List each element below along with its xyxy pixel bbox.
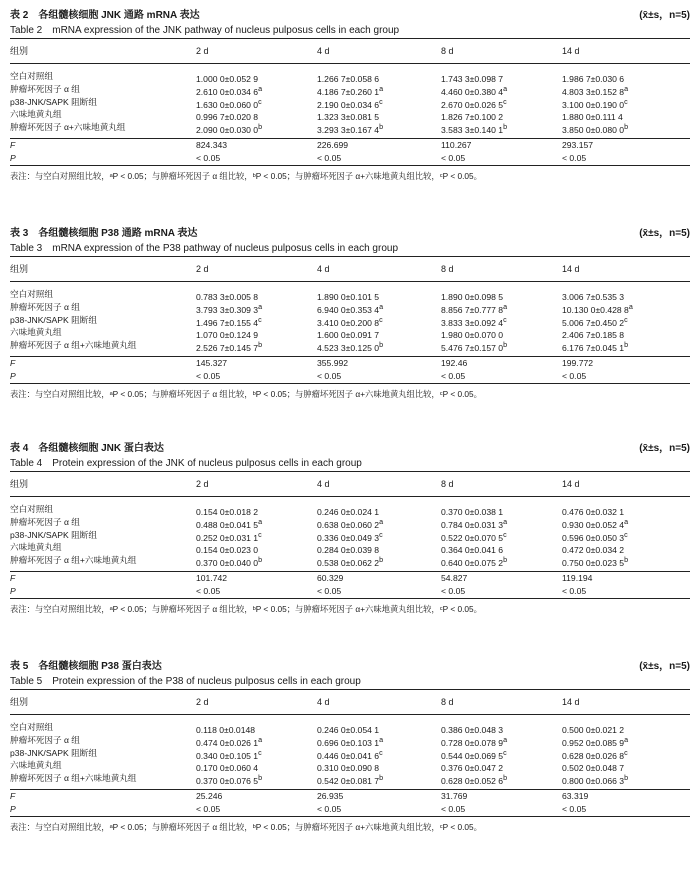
cell-value: 0.952 0±0.085 9 (562, 737, 625, 748)
stat-value: < 0.05 (317, 370, 342, 381)
significance-marker: a (379, 517, 384, 526)
column-header: 2 d (196, 264, 209, 274)
cell-value: 2.610 0±0.034 6 (196, 86, 259, 97)
cell-value: 0.284 0±0.039 8 (317, 545, 380, 556)
significance-marker: a (503, 517, 508, 526)
significance-marker: b (624, 556, 629, 565)
cell-value: 2.406 7±0.185 8 (562, 330, 625, 341)
table-title-en: Table 4 Protein expression of the JNK of nucleus pulposus cells in each group (10, 458, 362, 469)
cell-value: 0.154 0±0.023 0 (196, 545, 259, 556)
significance-marker: a (624, 735, 629, 744)
cell-value: 0.640 0±0.075 2 (441, 558, 504, 569)
table-title-zh: 表 4 各组髓核细胞 JNK 蛋白表达 (10, 443, 164, 454)
significance-marker: b (258, 341, 263, 350)
table-row (10, 339, 690, 352)
table-row (10, 529, 690, 542)
stat-value: 226.699 (317, 139, 349, 150)
cell-value: 1.323 3±0.081 5 (317, 112, 380, 123)
stat-value: 63.319 (562, 790, 589, 801)
table-stat-notation: (x̄±s，n=5) (639, 228, 690, 239)
column-header: 组别 (10, 264, 29, 274)
stat-value: 25.246 (196, 790, 223, 801)
stat-label: F (10, 139, 16, 150)
cell-value: 6.176 7±0.045 1 (562, 343, 625, 354)
significance-marker: c (258, 315, 262, 324)
cell-value: 1.826 7±0.100 2 (441, 112, 504, 123)
stat-value: 192.46 (441, 357, 468, 368)
cell-value: 4.186 7±0.260 1 (317, 86, 380, 97)
stat-label: P (10, 803, 16, 814)
cell-value: 2.090 0±0.030 0 (196, 125, 259, 136)
table-title-zh: 表 5 各组髓核细胞 P38 蛋白表达 (10, 661, 162, 672)
table-header-row (10, 472, 690, 496)
stat-value: < 0.05 (441, 803, 466, 814)
cell-value: 1.880 0±0.111 4 (562, 112, 623, 123)
significance-marker: a (258, 84, 263, 93)
group-name: 肿瘤坏死因子 α+六味地黄丸组 (10, 122, 126, 133)
table-title-zh: 表 3 各组髓核细胞 P38 通路 mRNA 表达 (10, 228, 198, 239)
group-name: 肿瘤坏死因子 α 组 (10, 83, 80, 94)
cell-value: 0.502 0±0.048 7 (562, 763, 625, 774)
table-caption-en (10, 23, 690, 38)
cell-value: 5.006 7±0.450 2 (562, 317, 625, 328)
table-caption-zh (10, 659, 690, 674)
table-caption-zh (10, 441, 690, 456)
table-footnote: 表注：与空白对照组比较，ᵃP < 0.05；与肿瘤坏死因子 α 组比较，ᵇP < 0.05；与肿瘤坏死因子 α+六味地黄丸组比较，ᶜP < 0.05。 (10, 603, 482, 614)
stat-row-p (10, 370, 690, 383)
cell-value: 1.496 7±0.155 4 (196, 317, 259, 328)
cell-value: 8.856 7±0.777 8 (441, 304, 504, 315)
stat-value: 119.194 (562, 572, 593, 583)
significance-marker: b (503, 341, 508, 350)
stat-value: 145.327 (196, 357, 228, 368)
cell-value: 1.890 0±0.098 5 (441, 291, 504, 302)
significance-marker: a (379, 302, 384, 311)
cell-value: 0.488 0±0.041 5 (196, 519, 259, 530)
stat-row-f (10, 139, 690, 152)
significance-marker: b (379, 774, 384, 783)
value-cell (562, 554, 628, 570)
data-table (10, 659, 690, 837)
column-header: 组别 (10, 479, 29, 489)
value-cell (317, 121, 383, 137)
stat-row-p (10, 803, 690, 816)
significance-marker: a (624, 517, 629, 526)
group-name: 肿瘤坏死因子 α 组+六味地黄丸组 (10, 555, 137, 566)
column-header: 4 d (317, 479, 330, 489)
cell-value: 3.833 3±0.092 4 (441, 317, 504, 328)
column-header: 2 d (196, 46, 209, 56)
table-row (10, 70, 690, 83)
group-name: p38-JNK/SAPK 阻断组 (10, 96, 97, 107)
cell-value: 0.542 0±0.081 7 (317, 776, 380, 787)
stat-value: < 0.05 (317, 152, 342, 163)
cell-value: 0.340 0±0.105 1 (196, 750, 259, 761)
group-name: 空白对照组 (10, 289, 53, 299)
value-cell (196, 121, 262, 137)
table-caption-en (10, 674, 690, 689)
value-cell (317, 554, 383, 570)
significance-marker: c (503, 530, 507, 539)
significance-marker: c (379, 97, 383, 106)
cell-value: 0.800 0±0.066 3 (562, 776, 625, 787)
group-name: 肿瘤坏死因子 α 组 (10, 301, 80, 312)
value-cell (441, 554, 507, 570)
cell-value: 0.370 0±0.076 5 (196, 776, 259, 787)
table-row (10, 326, 690, 339)
cell-value: 0.386 0±0.048 3 (441, 724, 504, 735)
stat-value: 293.157 (562, 139, 594, 150)
cell-value: 0.154 0±0.018 2 (196, 506, 259, 517)
cell-value: 0.252 0±0.031 1 (196, 532, 259, 543)
value-cell (196, 339, 262, 355)
significance-marker: c (624, 97, 628, 106)
table-caption-zh (10, 226, 690, 241)
group-name: 六味地黄丸组 (10, 109, 62, 120)
significance-marker: b (624, 774, 629, 783)
cell-value: 1.070 0±0.124 9 (196, 330, 259, 341)
table-header-row (10, 39, 690, 63)
column-header: 14 d (562, 46, 580, 56)
cell-value: 0.750 0±0.023 5 (562, 558, 625, 569)
table-title-en: Table 5 Protein expression of the P38 of nucleus pulposus cells in each group (10, 676, 361, 687)
cell-value: 1.986 7±0.030 6 (562, 73, 625, 84)
table-row (10, 516, 690, 529)
table-row (10, 314, 690, 327)
cell-value: 0.728 0±0.078 9 (441, 737, 504, 748)
table-row (10, 734, 690, 747)
cell-value: 0.696 0±0.103 1 (317, 737, 380, 748)
stat-label: P (10, 585, 16, 596)
data-table (10, 8, 690, 186)
cell-value: 0.784 0±0.031 3 (441, 519, 504, 530)
group-name: 肿瘤坏死因子 α 组+六味地黄丸组 (10, 340, 137, 351)
data-table (10, 441, 690, 619)
table-header-row (10, 690, 690, 714)
column-header: 14 d (562, 479, 580, 489)
group-name: 肿瘤坏死因子 α 组 (10, 734, 80, 745)
group-name: 空白对照组 (10, 722, 53, 732)
cell-value: 0.996 7±0.020 8 (196, 112, 259, 123)
stat-label: F (10, 357, 16, 368)
table-caption-en (10, 241, 690, 256)
column-header: 14 d (562, 264, 580, 274)
significance-marker: a (258, 517, 263, 526)
significance-marker: c (503, 315, 507, 324)
group-name: p38-JNK/SAPK 阻断组 (10, 747, 97, 758)
cell-value: 0.930 0±0.052 4 (562, 519, 625, 530)
stat-value: 824.343 (196, 139, 228, 150)
stat-value: < 0.05 (441, 585, 466, 596)
stat-value: 54.827 (441, 572, 468, 583)
cell-value: 0.474 0±0.026 1 (196, 737, 259, 748)
column-header: 8 d (441, 697, 454, 707)
stat-value: < 0.05 (562, 152, 587, 163)
stat-value: < 0.05 (196, 152, 221, 163)
table-row (10, 301, 690, 314)
table-title-en: Table 3 mRNA expression of the P38 pathway of nucleus pulposus cells in each group (10, 243, 399, 254)
significance-marker: a (379, 84, 384, 93)
group-name: 六味地黄丸组 (10, 760, 62, 771)
table-row (10, 96, 690, 109)
value-cell (441, 772, 507, 788)
cell-value: 0.370 0±0.040 0 (196, 558, 259, 569)
group-name: 空白对照组 (10, 504, 53, 514)
column-header: 组别 (10, 46, 29, 56)
cell-value: 0.118 0±0.0148 (196, 724, 256, 735)
value-cell (317, 772, 383, 788)
significance-marker: c (258, 748, 262, 757)
stat-value: < 0.05 (196, 803, 221, 814)
cell-value: 0.170 0±0.060 4 (196, 763, 259, 774)
stat-value: < 0.05 (196, 585, 221, 596)
cell-value: 3.006 7±0.535 3 (562, 291, 625, 302)
stat-value: 355.992 (317, 357, 349, 368)
significance-marker: c (379, 530, 383, 539)
cell-value: 0.472 0±0.034 2 (562, 545, 625, 556)
table-caption-zh (10, 8, 690, 23)
significance-marker: b (624, 341, 629, 350)
significance-marker: b (258, 123, 263, 132)
table-row (10, 83, 690, 96)
cell-value: 0.628 0±0.052 6 (441, 776, 504, 787)
table-row (10, 759, 690, 772)
significance-marker: a (258, 735, 263, 744)
table-stat-notation: (x̄±s，n=5) (639, 661, 690, 672)
cell-value: 5.476 7±0.157 0 (441, 343, 504, 354)
cell-value: 0.500 0±0.021 2 (562, 724, 625, 735)
stat-row-p (10, 585, 690, 598)
table-row (10, 747, 690, 760)
stat-value: 31.769 (441, 790, 468, 801)
value-cell (562, 121, 628, 137)
group-name: 肿瘤坏死因子 α 组 (10, 516, 80, 527)
table-row (10, 721, 690, 734)
cell-value: 0.246 0±0.024 1 (317, 506, 380, 517)
significance-marker: c (624, 315, 628, 324)
stat-value: 60.329 (317, 572, 344, 583)
table-footnote: 表注：与空白对照组比较，ᵃP < 0.05；与肿瘤坏死因子 α 组比较，ᵇP < 0.05；与肿瘤坏死因子 α+六味地黄丸组比较，ᶜP < 0.05。 (10, 170, 482, 181)
stat-value: < 0.05 (562, 585, 587, 596)
stat-label: F (10, 790, 16, 801)
cell-value: 10.130 0±0.428 8 (562, 304, 629, 315)
significance-marker: a (258, 302, 263, 311)
data-table (10, 226, 690, 404)
significance-marker: c (379, 315, 383, 324)
value-cell (562, 772, 628, 788)
cell-value: 3.850 0±0.080 0 (562, 125, 625, 136)
cell-value: 1.980 0±0.070 0 (441, 330, 504, 341)
column-header: 组别 (10, 697, 29, 707)
column-header: 4 d (317, 697, 330, 707)
group-name: 肿瘤坏死因子 α 组+六味地黄丸组 (10, 773, 137, 784)
stat-value: 26.935 (317, 790, 344, 801)
group-name: p38-JNK/SAPK 阻断组 (10, 314, 97, 325)
column-header: 8 d (441, 479, 454, 489)
table-row (10, 554, 690, 567)
stat-value: < 0.05 (317, 803, 342, 814)
stat-value: 199.772 (562, 357, 594, 368)
table-footnote: 表注：与空白对照组比较，ᵃP < 0.05；与肿瘤坏死因子 α 组比较，ᵇP < 0.05；与肿瘤坏死因子 α+六味地黄丸组比较，ᶜP < 0.05。 (10, 821, 482, 832)
column-header: 8 d (441, 46, 454, 56)
cell-value: 0.596 0±0.050 3 (562, 532, 625, 543)
column-header: 4 d (317, 46, 330, 56)
significance-marker: c (624, 530, 628, 539)
value-cell (441, 339, 507, 355)
cell-value: 0.310 0±0.090 8 (317, 763, 380, 774)
cell-value: 0.783 3±0.005 8 (196, 291, 259, 302)
stat-row-p (10, 152, 690, 165)
cell-value: 6.940 0±0.353 4 (317, 304, 380, 315)
stat-value: < 0.05 (441, 152, 466, 163)
table-caption-en (10, 456, 690, 471)
stat-value: < 0.05 (562, 803, 587, 814)
table-header-row (10, 257, 690, 281)
table-stat-notation: (x̄±s，n=5) (639, 443, 690, 454)
cell-value: 1.266 7±0.058 6 (317, 73, 380, 84)
stat-value: < 0.05 (317, 585, 342, 596)
column-header: 2 d (196, 479, 209, 489)
stat-value: < 0.05 (196, 370, 221, 381)
stat-value: < 0.05 (441, 370, 466, 381)
table-row (10, 121, 690, 134)
table-row (10, 108, 690, 121)
column-header: 2 d (196, 697, 209, 707)
cell-value: 1.630 0±0.060 0 (196, 99, 259, 110)
cell-value: 3.293 3±0.167 4 (317, 125, 380, 136)
table-row (10, 288, 690, 301)
significance-marker: a (503, 302, 508, 311)
value-cell (196, 772, 262, 788)
cell-value: 0.376 0±0.047 2 (441, 763, 504, 774)
significance-marker: b (503, 556, 508, 565)
significance-marker: b (258, 774, 263, 783)
significance-marker: c (258, 97, 262, 106)
cell-value: 1.600 0±0.091 7 (317, 330, 380, 341)
cell-value: 0.246 0±0.054 1 (317, 724, 380, 735)
significance-marker: b (624, 123, 629, 132)
stat-row-f (10, 357, 690, 370)
cell-value: 1.000 0±0.052 9 (196, 73, 259, 84)
significance-marker: c (258, 530, 262, 539)
stat-label: P (10, 152, 16, 163)
cell-value: 0.370 0±0.038 1 (441, 506, 504, 517)
significance-marker: b (258, 556, 263, 565)
cell-value: 2.190 0±0.034 6 (317, 99, 380, 110)
significance-marker: b (379, 341, 384, 350)
significance-marker: b (503, 123, 508, 132)
table-stat-notation: (x̄±s，n=5) (639, 10, 690, 21)
cell-value: 2.670 0±0.026 5 (441, 99, 504, 110)
column-header: 8 d (441, 264, 454, 274)
cell-value: 0.446 0±0.041 6 (317, 750, 380, 761)
cell-value: 4.460 0±0.380 4 (441, 86, 504, 97)
stat-row-f (10, 572, 690, 585)
table-row (10, 541, 690, 554)
value-cell (317, 339, 383, 355)
cell-value: 0.628 0±0.026 8 (562, 750, 625, 761)
significance-marker: a (628, 302, 633, 311)
stat-value: 110.267 (441, 139, 472, 150)
cell-value: 3.583 3±0.140 1 (441, 125, 504, 136)
cell-value: 0.522 0±0.070 5 (441, 532, 504, 543)
cell-value: 0.638 0±0.060 2 (317, 519, 380, 530)
significance-marker: b (379, 123, 384, 132)
value-cell (562, 339, 628, 355)
cell-value: 0.336 0±0.049 3 (317, 532, 380, 543)
significance-marker: a (503, 84, 508, 93)
table-title-zh: 表 2 各组髓核细胞 JNK 通路 mRNA 表达 (10, 10, 200, 21)
stat-label: F (10, 572, 16, 583)
cell-value: 2.526 7±0.145 7 (196, 343, 259, 354)
significance-marker: a (624, 84, 629, 93)
group-name: p38-JNK/SAPK 阻断组 (10, 529, 97, 540)
significance-marker: c (379, 748, 383, 757)
cell-value: 0.544 0±0.069 5 (441, 750, 504, 761)
cell-value: 3.793 3±0.309 3 (196, 304, 259, 315)
value-cell (196, 554, 262, 570)
cell-value: 3.100 0±0.190 0 (562, 99, 625, 110)
group-name: 六味地黄丸组 (10, 327, 62, 338)
cell-value: 0.538 0±0.062 2 (317, 558, 380, 569)
cell-value: 4.803 3±0.152 8 (562, 86, 625, 97)
stat-row-f (10, 790, 690, 803)
table-row (10, 772, 690, 785)
cell-value: 1.890 0±0.101 5 (317, 291, 380, 302)
significance-marker: a (379, 735, 384, 744)
stat-value: < 0.05 (562, 370, 587, 381)
group-name: 空白对照组 (10, 71, 53, 81)
significance-marker: b (379, 556, 384, 565)
cell-value: 1.743 3±0.098 7 (441, 73, 504, 84)
table-title-en: Table 2 mRNA expression of the JNK pathway of nucleus pulposus cells in each group (10, 25, 400, 36)
table-row (10, 503, 690, 516)
column-header: 14 d (562, 697, 580, 707)
significance-marker: a (503, 735, 508, 744)
value-cell (441, 121, 507, 137)
group-name: 六味地黄丸组 (10, 542, 62, 553)
cell-value: 0.364 0±0.041 6 (441, 545, 504, 556)
significance-marker: b (503, 774, 508, 783)
cell-value: 3.410 0±0.200 8 (317, 317, 380, 328)
stat-value: 101.742 (196, 572, 228, 583)
significance-marker: c (624, 748, 628, 757)
cell-value: 0.476 0±0.032 1 (562, 506, 625, 517)
table-footnote: 表注：与空白对照组比较，ᵃP < 0.05；与肿瘤坏死因子 α 组比较，ᵇP < 0.05；与肿瘤坏死因子 α+六味地黄丸组比较，ᶜP < 0.05。 (10, 388, 482, 399)
cell-value: 4.523 3±0.125 0 (317, 343, 380, 354)
significance-marker: c (503, 97, 507, 106)
column-header: 4 d (317, 264, 330, 274)
stat-label: P (10, 370, 16, 381)
significance-marker: c (503, 748, 507, 757)
